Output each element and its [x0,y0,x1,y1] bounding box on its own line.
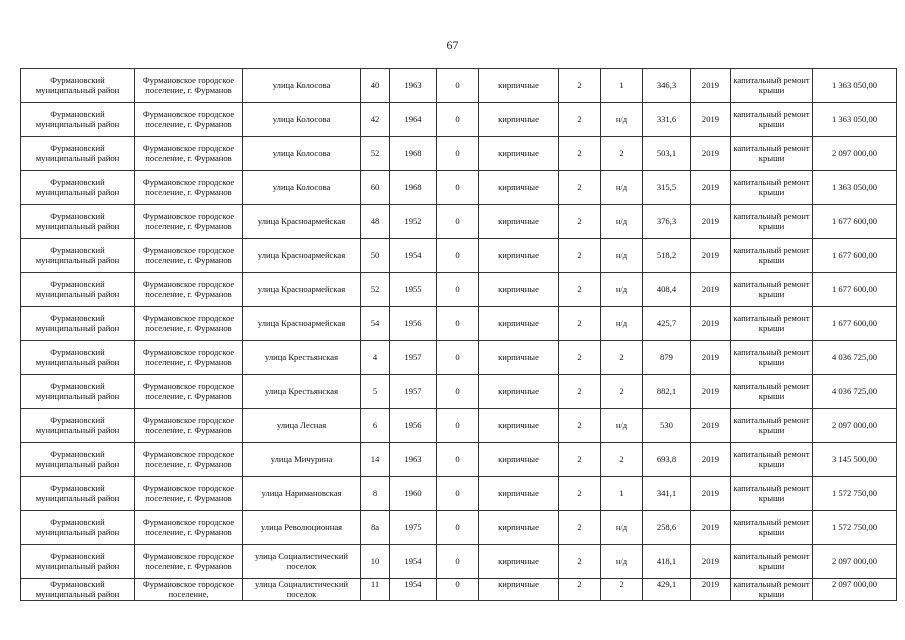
district-cell: Фурмановский муниципальный район [21,579,135,601]
floors-cell: 2 [559,409,601,443]
year-built-cell: 1963 [390,443,437,477]
street-cell: улица Социалистический поселок [243,579,361,601]
district-cell: Фурмановский муниципальный район [21,375,135,409]
year-built-cell: 1960 [390,477,437,511]
table-row [21,239,897,273]
street-cell: улица Красноармейская [243,307,361,341]
year-built-cell: 1954 [390,545,437,579]
cost-cell: 1 572 750,00 [813,477,897,511]
wall-material-cell: кирпичные [479,307,559,341]
area-cell: 530 [643,409,691,443]
area-cell: 429,1 [643,579,691,601]
value-cell: 0 [437,477,479,511]
district-cell: Фурмановский муниципальный район [21,103,135,137]
floors-cell: 2 [559,273,601,307]
wall-material-cell: кирпичные [479,205,559,239]
table-row [21,545,897,579]
entrances-cell: 2 [601,375,643,409]
plan-year-cell: 2019 [691,579,731,601]
work-type-cell: капитальный ремонт крыши [731,375,813,409]
table-row [21,171,897,205]
entrances-cell: н/д [601,171,643,205]
house-number-cell: 50 [361,239,390,273]
street-cell: улица Колосова [243,103,361,137]
house-number-cell: 54 [361,307,390,341]
street-cell: улица Крестьянская [243,375,361,409]
year-built-cell: 1975 [390,511,437,545]
settlement-cell: Фурмановское городское поселение, г. Фурманов [135,477,243,511]
work-type-cell: капитальный ремонт крыши [731,443,813,477]
district-cell: Фурмановский муниципальный район [21,273,135,307]
entrances-cell: 2 [601,443,643,477]
table-row [21,273,897,307]
entrances-cell: 1 [601,477,643,511]
plan-year-cell: 2019 [691,171,731,205]
wall-material-cell: кирпичные [479,579,559,601]
district-cell: Фурмановский муниципальный район [21,545,135,579]
cost-cell: 1 572 750,00 [813,511,897,545]
year-built-cell: 1957 [390,341,437,375]
floors-cell: 2 [559,171,601,205]
wall-material-cell: кирпичные [479,545,559,579]
house-number-cell: 8а [361,511,390,545]
floors-cell: 2 [559,137,601,171]
street-cell: улица Лесная [243,409,361,443]
settlement-cell: Фурмановское городское поселение, г. Фурманов [135,307,243,341]
wall-material-cell: кирпичные [479,239,559,273]
plan-year-cell: 2019 [691,307,731,341]
year-built-cell: 1952 [390,205,437,239]
plan-year-cell: 2019 [691,545,731,579]
wall-material-cell: кирпичные [479,443,559,477]
house-number-cell: 8 [361,477,390,511]
work-type-cell: капитальный ремонт крыши [731,69,813,103]
wall-material-cell: кирпичные [479,69,559,103]
plan-year-cell: 2019 [691,239,731,273]
entrances-cell: н/д [601,307,643,341]
street-cell: улица Красноармейская [243,273,361,307]
value-cell: 0 [437,171,479,205]
street-cell: улица Крестьянская [243,341,361,375]
wall-material-cell: кирпичные [479,477,559,511]
house-number-cell: 4 [361,341,390,375]
value-cell: 0 [437,205,479,239]
plan-year-cell: 2019 [691,477,731,511]
street-cell: улица Красноармейская [243,205,361,239]
house-number-cell: 10 [361,545,390,579]
street-cell: улица Колосова [243,137,361,171]
settlement-cell: Фурмановское городское поселение, [135,579,243,601]
work-type-cell: капитальный ремонт крыши [731,545,813,579]
year-built-cell: 1956 [390,409,437,443]
wall-material-cell: кирпичные [479,375,559,409]
street-cell: улица Революционная [243,511,361,545]
table-row [21,511,897,545]
area-cell: 425,7 [643,307,691,341]
cost-cell: 1 363 050,00 [813,171,897,205]
housing-registry-table [20,68,897,601]
house-number-cell: 5 [361,375,390,409]
value-cell: 0 [437,69,479,103]
entrances-cell: н/д [601,511,643,545]
cost-cell: 1 363 050,00 [813,69,897,103]
street-cell: улица Социалистический поселок [243,545,361,579]
settlement-cell: Фурмановское городское поселение, г. Фурманов [135,545,243,579]
value-cell: 0 [437,409,479,443]
street-cell: улица Красноармейская [243,239,361,273]
settlement-cell: Фурмановское городское поселение, г. Фурманов [135,511,243,545]
value-cell: 0 [437,103,479,137]
house-number-cell: 14 [361,443,390,477]
year-built-cell: 1954 [390,239,437,273]
settlement-cell: Фурмановское городское поселение, г. Фурманов [135,239,243,273]
entrances-cell: 2 [601,341,643,375]
work-type-cell: капитальный ремонт крыши [731,477,813,511]
cost-cell: 2 097 000,00 [813,137,897,171]
area-cell: 879 [643,341,691,375]
entrances-cell: 1 [601,69,643,103]
street-cell: улица Колосова [243,69,361,103]
table-row [21,409,897,443]
cost-cell: 1 363 050,00 [813,103,897,137]
settlement-cell: Фурмановское городское поселение, г. Фурманов [135,273,243,307]
table-row [21,579,897,601]
area-cell: 418,1 [643,545,691,579]
value-cell: 0 [437,137,479,171]
plan-year-cell: 2019 [691,205,731,239]
cost-cell: 2 097 000,00 [813,579,897,601]
house-number-cell: 52 [361,273,390,307]
district-cell: Фурмановский муниципальный район [21,409,135,443]
year-built-cell: 1956 [390,307,437,341]
wall-material-cell: кирпичные [479,103,559,137]
floors-cell: 2 [559,545,601,579]
year-built-cell: 1968 [390,171,437,205]
house-number-cell: 48 [361,205,390,239]
cost-cell: 4 036 725,00 [813,341,897,375]
district-cell: Фурмановский муниципальный район [21,171,135,205]
work-type-cell: капитальный ремонт крыши [731,103,813,137]
cost-cell: 1 677 600,00 [813,273,897,307]
work-type-cell: капитальный ремонт крыши [731,341,813,375]
plan-year-cell: 2019 [691,103,731,137]
street-cell: улица Колосова [243,171,361,205]
year-built-cell: 1954 [390,579,437,601]
table-row [21,477,897,511]
value-cell: 0 [437,341,479,375]
value-cell: 0 [437,375,479,409]
entrances-cell: 2 [601,137,643,171]
plan-year-cell: 2019 [691,511,731,545]
house-number-cell: 52 [361,137,390,171]
floors-cell: 2 [559,443,601,477]
cost-cell: 3 145 500,00 [813,443,897,477]
work-type-cell: капитальный ремонт крыши [731,307,813,341]
table-row [21,443,897,477]
area-cell: 503,1 [643,137,691,171]
table-row [21,341,897,375]
house-number-cell: 42 [361,103,390,137]
street-cell: улица Наримановская [243,477,361,511]
area-cell: 346,3 [643,69,691,103]
house-number-cell: 11 [361,579,390,601]
plan-year-cell: 2019 [691,409,731,443]
cost-cell: 4 036 725,00 [813,375,897,409]
settlement-cell: Фурмановское городское поселение, г. Фурманов [135,409,243,443]
entrances-cell: н/д [601,545,643,579]
plan-year-cell: 2019 [691,375,731,409]
work-type-cell: капитальный ремонт крыши [731,171,813,205]
work-type-cell: капитальный ремонт крыши [731,511,813,545]
wall-material-cell: кирпичные [479,171,559,205]
year-built-cell: 1964 [390,103,437,137]
district-cell: Фурмановский муниципальный район [21,239,135,273]
value-cell: 0 [437,545,479,579]
value-cell: 0 [437,443,479,477]
plan-year-cell: 2019 [691,443,731,477]
table-row [21,103,897,137]
plan-year-cell: 2019 [691,273,731,307]
floors-cell: 2 [559,477,601,511]
district-cell: Фурмановский муниципальный район [21,69,135,103]
cost-cell: 1 677 600,00 [813,239,897,273]
district-cell: Фурмановский муниципальный район [21,341,135,375]
plan-year-cell: 2019 [691,341,731,375]
floors-cell: 2 [559,511,601,545]
settlement-cell: Фурмановское городское поселение, г. Фурманов [135,443,243,477]
value-cell: 0 [437,579,479,601]
year-built-cell: 1963 [390,69,437,103]
value-cell: 0 [437,307,479,341]
floors-cell: 2 [559,307,601,341]
house-number-cell: 60 [361,171,390,205]
floors-cell: 2 [559,205,601,239]
area-cell: 882,1 [643,375,691,409]
wall-material-cell: кирпичные [479,409,559,443]
value-cell: 0 [437,239,479,273]
wall-material-cell: кирпичные [479,341,559,375]
entrances-cell: н/д [601,103,643,137]
settlement-cell: Фурмановское городское поселение, г. Фурманов [135,375,243,409]
settlement-cell: Фурмановское городское поселение, г. Фурманов [135,341,243,375]
entrances-cell: н/д [601,409,643,443]
area-cell: 376,3 [643,205,691,239]
table-row [21,137,897,171]
cost-cell: 2 097 000,00 [813,545,897,579]
work-type-cell: капитальный ремонт крыши [731,239,813,273]
settlement-cell: Фурмановское городское поселение, г. Фурманов [135,137,243,171]
entrances-cell: н/д [601,273,643,307]
settlement-cell: Фурмановское городское поселение, г. Фурманов [135,171,243,205]
floors-cell: 2 [559,69,601,103]
work-type-cell: капитальный ремонт крыши [731,273,813,307]
settlement-cell: Фурмановское городское поселение, г. Фурманов [135,103,243,137]
district-cell: Фурмановский муниципальный район [21,443,135,477]
wall-material-cell: кирпичные [479,273,559,307]
settlement-cell: Фурмановское городское поселение, г. Фурманов [135,205,243,239]
plan-year-cell: 2019 [691,69,731,103]
area-cell: 518,2 [643,239,691,273]
year-built-cell: 1955 [390,273,437,307]
work-type-cell: капитальный ремонт крыши [731,137,813,171]
area-cell: 408,4 [643,273,691,307]
work-type-cell: капитальный ремонт крыши [731,205,813,239]
district-cell: Фурмановский муниципальный район [21,205,135,239]
cost-cell: 2 097 000,00 [813,409,897,443]
street-cell: улица Мичурина [243,443,361,477]
area-cell: 258,6 [643,511,691,545]
area-cell: 331,6 [643,103,691,137]
district-cell: Фурмановский муниципальный район [21,477,135,511]
settlement-cell: Фурмановское городское поселение, г. Фурманов [135,69,243,103]
year-built-cell: 1968 [390,137,437,171]
floors-cell: 2 [559,103,601,137]
entrances-cell: н/д [601,205,643,239]
work-type-cell: капитальный ремонт крыши [731,409,813,443]
cost-cell: 1 677 600,00 [813,205,897,239]
house-number-cell: 40 [361,69,390,103]
floors-cell: 2 [559,341,601,375]
area-cell: 693,8 [643,443,691,477]
value-cell: 0 [437,273,479,307]
plan-year-cell: 2019 [691,137,731,171]
entrances-cell: н/д [601,239,643,273]
area-cell: 315,5 [643,171,691,205]
work-type-cell: капитальный ремонт крыши [731,579,813,601]
floors-cell: 2 [559,579,601,601]
table-row [21,375,897,409]
area-cell: 341,1 [643,477,691,511]
cost-cell: 1 677 600,00 [813,307,897,341]
floors-cell: 2 [559,375,601,409]
house-number-cell: 6 [361,409,390,443]
year-built-cell: 1957 [390,375,437,409]
district-cell: Фурмановский муниципальный район [21,307,135,341]
wall-material-cell: кирпичные [479,137,559,171]
district-cell: Фурмановский муниципальный район [21,137,135,171]
value-cell: 0 [437,511,479,545]
table-row [21,205,897,239]
entrances-cell: 2 [601,579,643,601]
wall-material-cell: кирпичные [479,511,559,545]
table-row [21,69,897,103]
floors-cell: 2 [559,239,601,273]
table-body [21,69,897,601]
page-number: 67 [446,38,459,52]
district-cell: Фурмановский муниципальный район [21,511,135,545]
table-row [21,307,897,341]
